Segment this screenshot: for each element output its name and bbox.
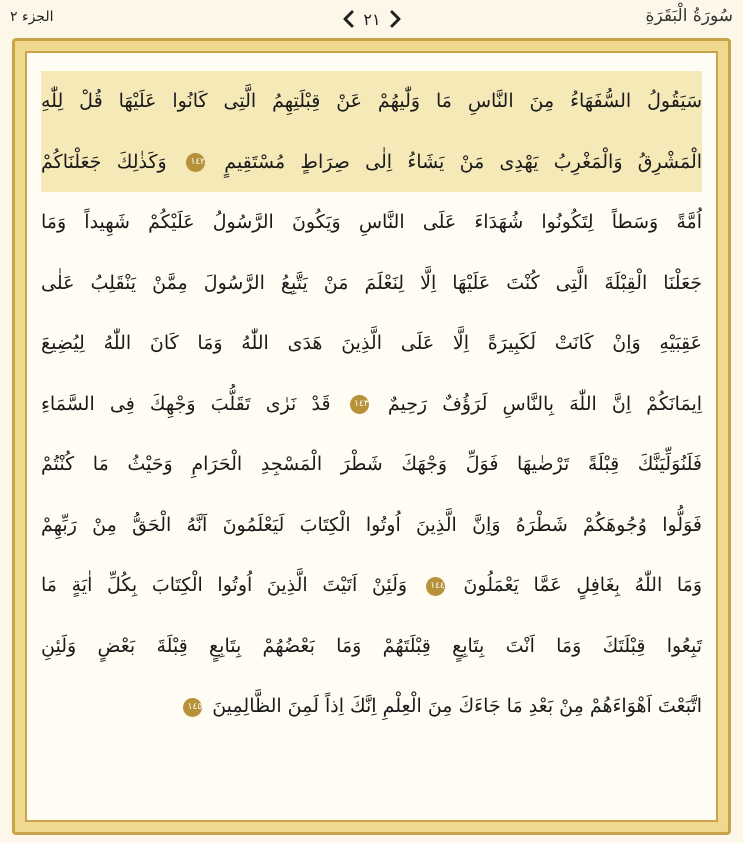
top-bar bbox=[0, 0, 743, 38]
verse-line bbox=[41, 676, 702, 737]
verse-text: فَلَنُوَلِّيَنَّكَ قِبْلَةً تَرْضٰيهَا فَوَلِّ وَجْهَكَ شَطْرَ الْمَسْجِدِ الْحَرَامِ وَحَيْثُ مَا كُنْتُمْ bbox=[41, 453, 702, 475]
page-frame bbox=[12, 38, 731, 835]
verse-text: قَدْ نَرٰى تَقَلُّبَ وَجْهِكَ فِى السَّمَاءِ bbox=[41, 392, 331, 415]
ayah-number-marker[interactable]: ١٤٥ bbox=[183, 698, 202, 717]
verse-line bbox=[41, 132, 702, 193]
verse-text: وَلَئِنْ اَتَيْتَ الَّذِينَ اُوتُوا الْكِتَابَ بِكُلِّ اٰيَةٍ مَا bbox=[41, 574, 408, 596]
page-number: ٢١ bbox=[363, 9, 381, 29]
page-content bbox=[25, 51, 718, 822]
ayah-number-marker[interactable]: ١٤٢ bbox=[186, 153, 205, 172]
verse-text-area bbox=[41, 71, 702, 737]
verse-line bbox=[41, 192, 702, 253]
ayah-number-marker[interactable]: ١٤٤ bbox=[426, 577, 445, 596]
juz-label: الجزء ٢ bbox=[10, 9, 54, 25]
verse-text: اِيمَانَكُمْ اِنَّ اللّٰهَ بِالنَّاسِ لَرَؤُفٌ رَحِيمٌ bbox=[387, 392, 703, 415]
verse-line bbox=[41, 374, 702, 435]
verse-text: سَيَقُولُ السُّفَهَاءُ مِنَ النَّاسِ مَا وَلّٰيهُمْ عَنْ قِبْلَتِهِمُ الَّتِى كَانُوا عَلَيْهَا قُلْ لِلّٰهِ bbox=[41, 90, 702, 112]
verse-text: جَعَلْنَا الْقِبْلَةَ الَّتِى كُنْتَ عَلَيْهَا اِلَّا لِنَعْلَمَ مَنْ يَتَّبِعُ الرَّسُولَ مِمَّنْ يَنْقَلِبُ عَلٰى bbox=[41, 271, 702, 294]
verse-text: وَكَذٰلِكَ جَعَلْنَاكُمْ bbox=[41, 150, 167, 173]
verse-text: عَقِبَيْهِ وَاِنْ كَانَتْ لَكَبِيرَةً اِلَّا عَلَى الَّذِينَ هَدَى اللّٰهُ وَمَا كَانَ اللّٰهُ لِيُضِيعَ bbox=[41, 332, 702, 354]
verse-line bbox=[41, 253, 702, 314]
verse-text: الْمَشْرِقُ وَالْمَغْرِبُ يَهْدِى مَنْ يَشَاءُ اِلٰى صِرَاطٍ مُسْتَقِيمٍ bbox=[224, 150, 703, 173]
verse-text: فَوَلُّوا وُجُوهَكُمْ شَطْرَهُ وَاِنَّ الَّذِينَ اُوتُوا الْكِتَابَ لَيَعْلَمُونَ اَنَّهُ الْحَقُّ مِنْ رَبِّهِمْ bbox=[41, 513, 702, 536]
page-navigator bbox=[340, 6, 404, 32]
chevron-right-icon[interactable] bbox=[388, 8, 404, 30]
verse-line bbox=[41, 495, 702, 556]
surah-title: سُورَةُ الْبَقَرَةِ bbox=[645, 6, 733, 26]
verse-line bbox=[41, 313, 702, 374]
verse-line bbox=[41, 555, 702, 616]
verse-text: اتَّبَعْتَ اَهْوَاءَهُمْ مِنْ بَعْدِ مَا جَاءَكَ مِنَ الْعِلْمِ اِنَّكَ اِذاً لَمِنَ الظَّالِمِينَ bbox=[212, 695, 702, 717]
verse-line bbox=[41, 71, 702, 132]
verse-line bbox=[41, 434, 702, 495]
verse-text: اُمَّةً وَسَطاً لِتَكُونُوا شُهَدَاءَ عَلَى النَّاسِ وَيَكُونَ الرَّسُولُ عَلَيْكُمْ شَهِيداً وَمَا bbox=[41, 211, 702, 233]
ayah-number-marker[interactable]: ١٤٣ bbox=[350, 395, 369, 414]
verse-text: تَبِعُوا قِبْلَتَكَ وَمَا اَنْتَ بِتَابِعٍ قِبْلَتَهُمْ وَمَا بَعْضُهُمْ بِتَابِعٍ قِبْلَةَ بَعْضٍ وَلَئِنِ bbox=[41, 634, 702, 657]
verse-line bbox=[41, 616, 702, 677]
chevron-left-icon[interactable] bbox=[340, 8, 356, 30]
verse-text: وَمَا اللّٰهُ بِغَافِلٍ عَمَّا يَعْمَلُونَ bbox=[463, 574, 703, 596]
